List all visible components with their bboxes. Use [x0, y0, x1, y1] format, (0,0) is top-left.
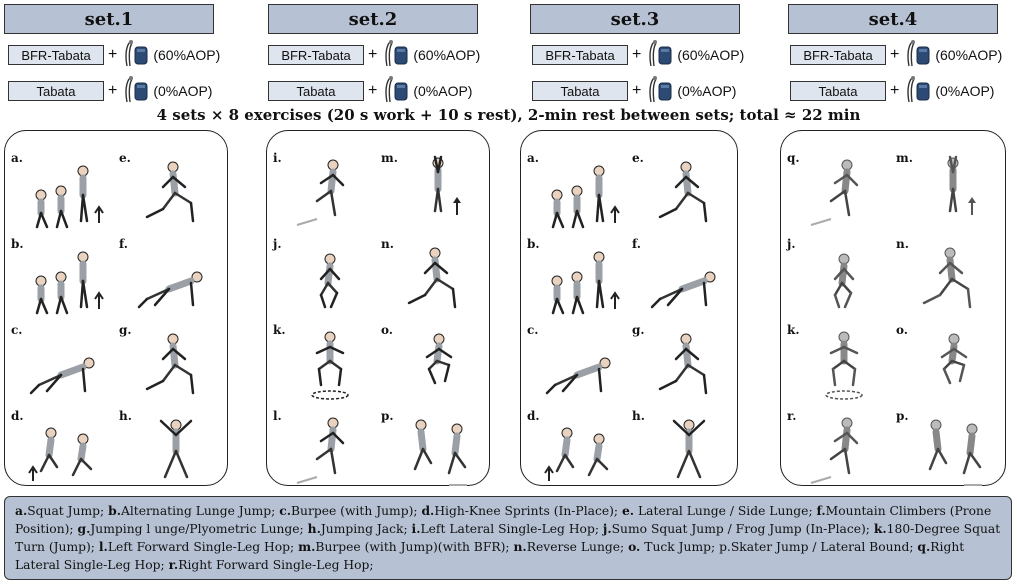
plus-sign: + [108, 46, 118, 63]
legend-text: Squat Jump; [27, 504, 109, 518]
legend-text: Reverse Lunge; [526, 540, 629, 554]
legend-text: Jumping l unge/Plyometric Lunge; [90, 522, 308, 536]
exercise-e-illustration [119, 151, 223, 235]
exercise-k-illustration [273, 323, 377, 407]
bfr-cuff-icon [121, 74, 151, 108]
exercise-letter: b. [527, 237, 540, 251]
exercise-letter: i. [273, 151, 282, 165]
set-2-protocol [268, 36, 488, 99]
plus-sign: + [108, 82, 118, 99]
exercise-letter: g. [632, 323, 645, 337]
legend-key: h. [307, 521, 321, 536]
exercise-f-illustration [119, 237, 223, 321]
bfr-cuff-icon [903, 74, 933, 108]
bfr-label: BFR-Tabata [532, 45, 628, 65]
set-1-exercise-panel [4, 130, 228, 486]
exercise-g-illustration [632, 323, 736, 407]
legend-text: Right Forward Single-Leg Hop; [178, 558, 374, 572]
aop-value: (60%AOP) [935, 47, 1003, 63]
bfr-protocol-row [532, 38, 744, 72]
bfr-protocol-row [790, 38, 1002, 72]
aop-value: (0%AOP) [935, 83, 995, 99]
exercise-a-illustration [527, 151, 631, 235]
exercise-letter: o. [896, 323, 908, 337]
tabata-protocol-row [8, 74, 212, 108]
legend-key: g. [77, 521, 91, 536]
exercise-e-illustration [632, 151, 736, 235]
legend-key: q. [917, 539, 931, 554]
aop-value: (0%AOP) [153, 83, 213, 99]
tabata-protocol-row [790, 74, 994, 108]
exercise-letter: f. [119, 237, 128, 251]
exercise-letter: e. [119, 151, 131, 165]
exercise-o-illustration [381, 323, 485, 407]
bfr-cuff-icon [645, 74, 675, 108]
legend-key: n. [513, 539, 527, 554]
exercise-g-illustration [119, 323, 223, 407]
exercise-letter: g. [119, 323, 132, 337]
exercise-letter: e. [632, 151, 644, 165]
tabata-label: Tabata [532, 81, 628, 101]
aop-value: (60%AOP) [153, 47, 221, 63]
exercise-letter: f. [632, 237, 641, 251]
bfr-cuff-icon [381, 74, 411, 108]
exercise-b-illustration [11, 237, 115, 321]
exercise-n-illustration [896, 237, 1000, 321]
legend-key: j. [602, 521, 612, 536]
exercise-letter: c. [11, 323, 23, 337]
plus-sign: + [890, 46, 900, 63]
exercise-letter: d. [11, 409, 24, 423]
exercise-letter: c. [527, 323, 539, 337]
legend-key: d. [421, 503, 435, 518]
exercise-letter: p. [896, 409, 909, 423]
tabata-protocol-row [268, 74, 472, 108]
aop-value: (60%AOP) [677, 47, 745, 63]
exercise-o-illustration [896, 323, 1000, 407]
exercise-p-illustration [896, 409, 1000, 493]
legend-key: i. [411, 521, 421, 536]
legend-key: l. [98, 539, 108, 554]
legend-text: 180-Degree Squat Turn (Jump); [15, 522, 1001, 554]
set-4-header: set.4 [788, 4, 998, 34]
bfr-label: BFR-Tabata [268, 45, 364, 65]
exercise-d-illustration [11, 409, 115, 493]
exercise-letter: a. [527, 151, 539, 165]
legend-key: r. [168, 557, 179, 572]
bfr-label: BFR-Tabata [790, 45, 886, 65]
exercise-n-illustration [381, 237, 485, 321]
exercise-k-illustration [787, 323, 891, 407]
exercise-p-illustration [381, 409, 485, 493]
tabata-label: Tabata [8, 81, 104, 101]
legend-text: Right Lateral Single-Leg Hop; [15, 540, 965, 572]
set-2-exercise-panel [266, 130, 490, 486]
bfr-cuff-icon [381, 38, 411, 72]
exercise-letter: k. [273, 323, 286, 337]
bfr-cuff-icon [645, 38, 675, 72]
set-1-header: set.1 [4, 4, 214, 34]
exercise-letter: b. [11, 237, 24, 251]
legend-text: Tuck Jump; [640, 540, 720, 554]
exercise-c-illustration [11, 323, 115, 407]
set-4-protocol [790, 36, 1010, 99]
legend-text: p.Skater Jump / Lateral Bound; [719, 540, 918, 554]
legend-key: b. [108, 503, 121, 518]
exercise-legend-caption [4, 496, 1012, 580]
exercise-letter: a. [11, 151, 23, 165]
set-3-protocol [532, 36, 752, 99]
exercise-letter: m. [381, 151, 398, 165]
exercise-letter: r. [787, 409, 797, 423]
exercise-letter: d. [527, 409, 540, 423]
exercise-m-illustration [381, 151, 485, 235]
legend-key: k. [873, 521, 887, 536]
legend-text: Lateral Lunge / Side Lunge; [634, 504, 817, 518]
aop-value: (0%AOP) [413, 83, 473, 99]
legend-key: o. [628, 539, 641, 554]
bfr-label: BFR-Tabata [8, 45, 104, 65]
legend-text: Left Lateral Single-Leg Hop; [420, 522, 603, 536]
exercise-letter: h. [632, 409, 645, 423]
set-4-exercise-panel [780, 130, 1006, 486]
exercise-letter: o. [381, 323, 393, 337]
legend-text: Burpee (with Jump); [291, 504, 422, 518]
legend-text: Mountain Climbers (Prone Position); [15, 504, 992, 536]
plus-sign: + [368, 46, 378, 63]
exercise-m-illustration [896, 151, 1000, 235]
exercise-j-illustration [787, 237, 891, 321]
bfr-protocol-row [8, 38, 220, 72]
tabata-protocol-row [532, 74, 736, 108]
exercise-letter: j. [273, 237, 282, 251]
exercise-f-illustration [632, 237, 736, 321]
tabata-label: Tabata [268, 81, 364, 101]
legend-key: m. [298, 539, 316, 554]
legend-key: c. [279, 503, 291, 518]
exercise-r-illustration [787, 409, 891, 493]
plus-sign: + [890, 82, 900, 99]
bfr-protocol-row [268, 38, 480, 72]
plus-sign: + [632, 82, 642, 99]
exercise-letter: k. [787, 323, 800, 337]
exercise-letter: l. [273, 409, 282, 423]
bfr-cuff-icon [903, 38, 933, 72]
exercise-letter: h. [119, 409, 132, 423]
aop-value: (0%AOP) [677, 83, 737, 99]
plus-sign: + [632, 46, 642, 63]
exercise-a-illustration [11, 151, 115, 235]
legend-text: Left Forward Single-Leg Hop; [107, 540, 299, 554]
exercise-j-illustration [273, 237, 377, 321]
exercise-i-illustration [273, 151, 377, 235]
exercise-b-illustration [527, 237, 631, 321]
exercise-l-illustration [273, 409, 377, 493]
legend-key: e. [621, 503, 635, 518]
set-2-header: set.2 [268, 4, 478, 34]
aop-value: (60%AOP) [413, 47, 481, 63]
legend-text: High-Knee Sprints (In-Place); [434, 504, 622, 518]
plus-sign: + [368, 82, 378, 99]
exercise-letter: q. [787, 151, 800, 165]
set-3-exercise-panel [520, 130, 738, 486]
exercise-letter: p. [381, 409, 394, 423]
legend-text: Jumping Jack; [320, 522, 412, 536]
exercise-d-illustration [527, 409, 631, 493]
exercise-letter: m. [896, 151, 913, 165]
exercise-letter: j. [787, 237, 796, 251]
protocol-summary: 4 sets × 8 exercises (20 s work + 10 s rest), 2-min rest between sets; total ≈ 22 min [156, 106, 861, 124]
tabata-label: Tabata [790, 81, 886, 101]
exercise-q-illustration [787, 151, 891, 235]
exercise-letter: n. [896, 237, 909, 251]
exercise-h-illustration [119, 409, 223, 493]
exercise-letter: n. [381, 237, 394, 251]
set-3-header: set.3 [530, 4, 740, 34]
legend-text: Burpee (with Jump)(with BFR); [315, 540, 514, 554]
exercise-c-illustration [527, 323, 631, 407]
bfr-cuff-icon [121, 38, 151, 72]
legend-text: Sumo Squat Jump / Frog Jump (In-Place); [611, 522, 874, 536]
legend-key: f. [816, 503, 826, 518]
legend-key: a. [15, 503, 28, 518]
legend-text: Alternating Lunge Jump; [120, 504, 280, 518]
exercise-h-illustration [632, 409, 736, 493]
set-1-protocol [8, 36, 228, 99]
